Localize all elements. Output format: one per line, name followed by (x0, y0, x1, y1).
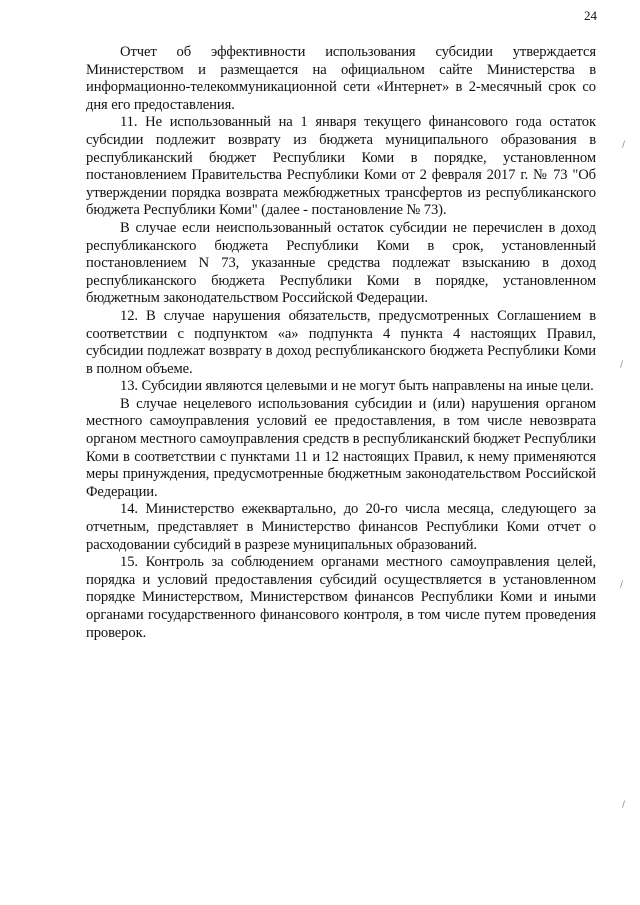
paragraph-item-15: 15. Контроль за соблюдением органами местного самоуправления целей, порядка и условий предоставления субсидий осуществляется в установленном порядке Министерством, Министерством финансов Республики Коми и иными органами государственного финансового контроля, в том числе путем проведения проверок. (86, 554, 596, 641)
paragraph-item-11: 11. Не использованный на 1 января текущего финансового года остаток субсидии подлежит возврату из бюджета муниципального образования в республиканский бюджет Республики Коми в порядке, установленном постановлением Правительства Республики Коми от 2 февраля 2017 г. № 73 "Об утверждении порядка возврата межбюджетных трансфертов из республиканского бюджета Республики Коми" (далее - постановление № 73). (86, 114, 596, 219)
paragraph-item-13: 13. Субсидии являются целевыми и не могут быть направлены на иные цели. (120, 378, 594, 395)
paragraph-item-14: 14. Министерство ежеквартально, до 20-го числа месяца, следующего за отчетным, представляет в Министерство финансов Республики Коми отчет о расходовании субсидий в разрезе муниципальных образований. (86, 501, 596, 553)
paragraph-unreturned-balance: В случае если неиспользованный остаток субсидии не перечислен в доход республиканского бюджета Республики Коми в срок, установленный постановлением N 73, указанные средства подлежат взысканию в доход республиканского бюджета Республики Коми в порядке, установленном бюджетным законодательством Российской Федерации. (86, 219, 596, 307)
scan-mark: / (620, 580, 624, 590)
scan-mark: / (620, 360, 624, 370)
paragraph-item-12: 12. В случае нарушения обязательств, предусмотренных Соглашением в соответствии с подпунктом «а» подпункта 4 пункта 4 настоящих Правил, субсидии подлежат возврату в доход республиканского бюджета Республики Коми в полном объеме. (86, 307, 596, 377)
paragraph-report-approval: Отчет об эффективности использования субсидии утверждается Министерством и размещается на официальном сайте Министерства в информационно-телекоммуникационной сети «Интернет» в 2-месячный срок со дня его предоставления. (86, 44, 596, 113)
scan-mark: / (622, 800, 626, 810)
scan-mark: / (622, 140, 626, 150)
paragraph-misuse-measures: В случае нецелевого использования субсидии и (или) нарушения органом местного самоуправления условий ее предоставления, в том числе невозврата органом местного самоуправления средств в республиканский бюджет Республики Коми в соответствии с пунктами 11 и 12 настоящих Правил, к нему применяются меры принуждения, предусмотренные бюджетным законодательством Российской Федерации. (86, 395, 597, 500)
page-number: 24 (584, 8, 597, 23)
document-body (86, 44, 596, 642)
